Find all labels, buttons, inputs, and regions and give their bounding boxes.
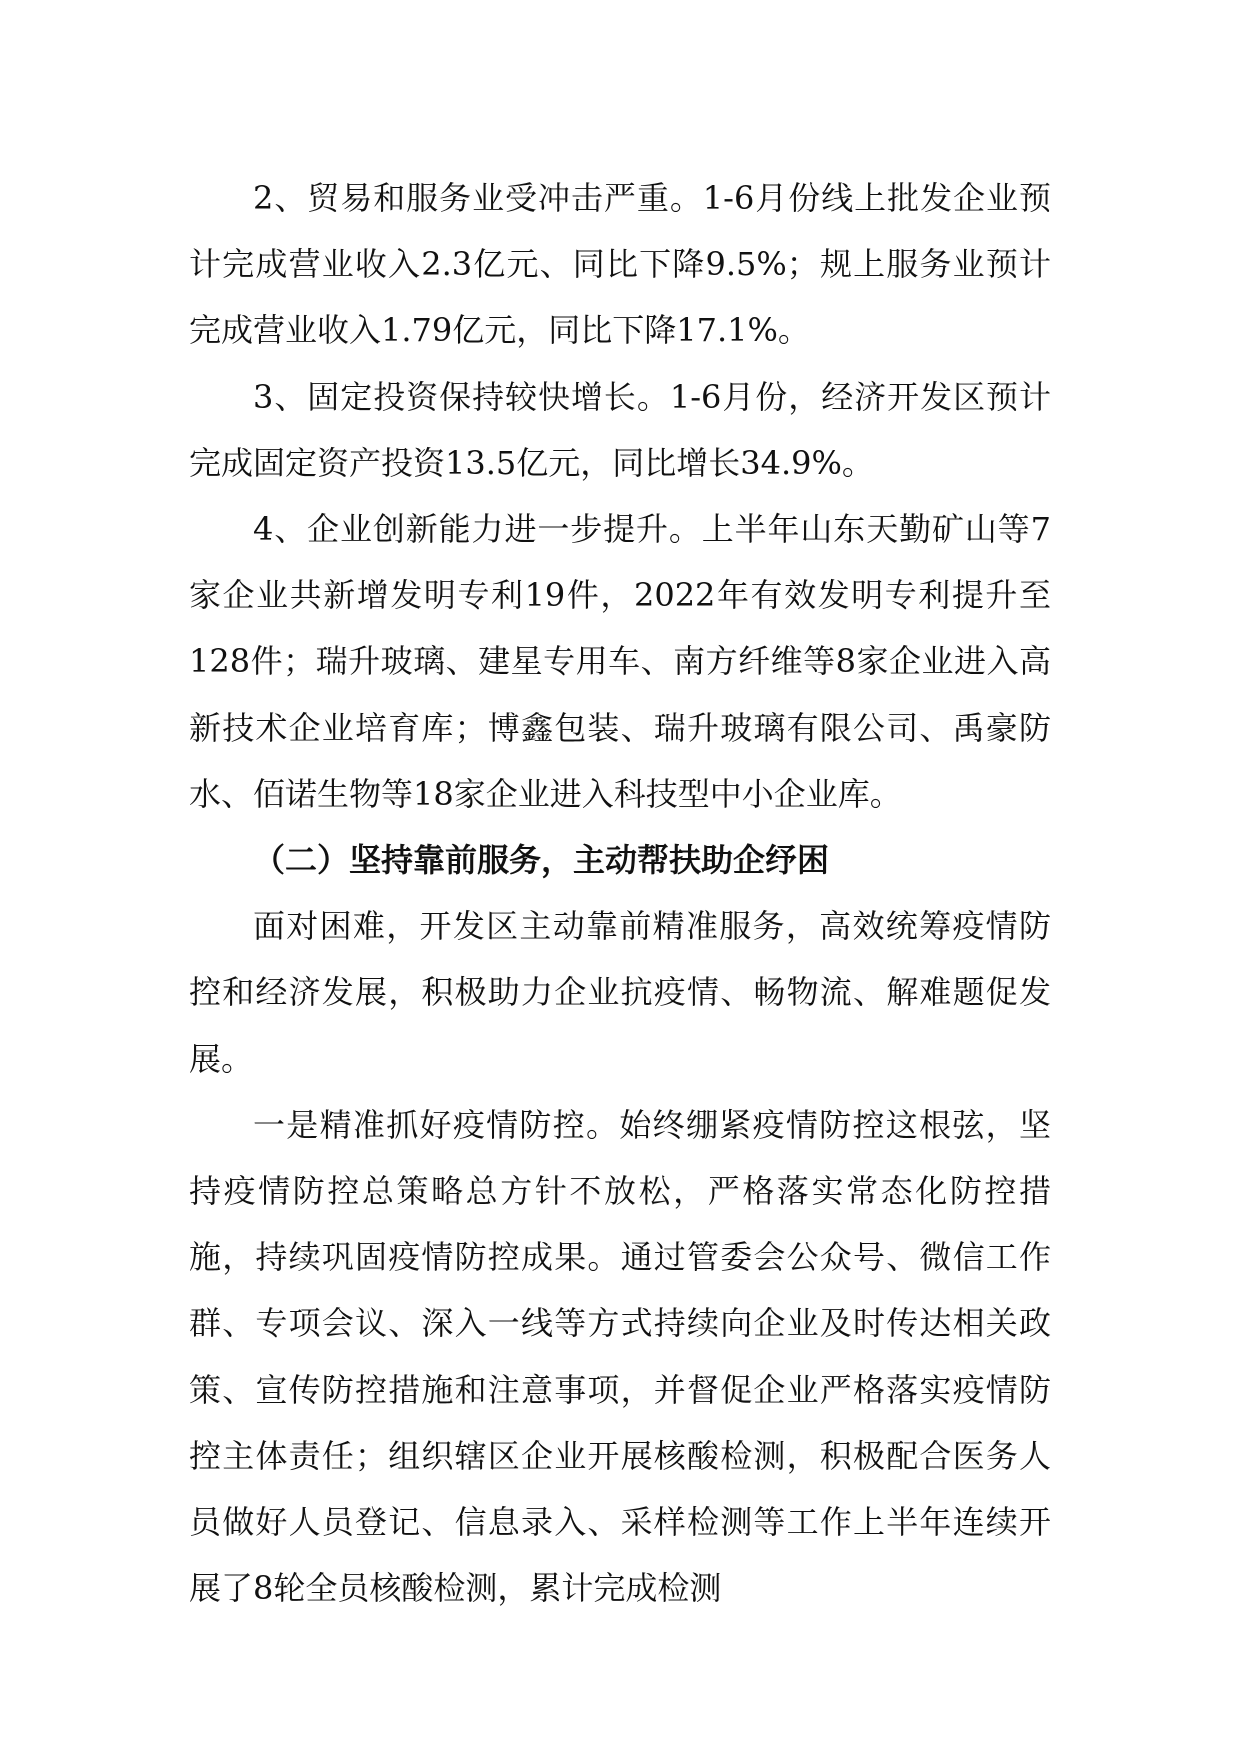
- document-body: [189, 165, 1051, 1621]
- paragraph-services-intro: 面对困难，开发区主动靠前精准服务，高效统筹疫情防控和经济发展，积极助力企业抗疫情、畅物流、解难题促发展。: [189, 907, 1051, 1078]
- paragraph-epidemic-control: 一是精准抓好疫情防控。始终绷紧疫情防控这根弦，坚持疫情防控总策略总方针不放松，严格落实常态化防控措施，持续巩固疫情防控成果。通过管委会公众号、微信工作群、专项会议、深入一线等方式持续向企业及时传达相关政策、宣传防控措施和注意事项，并督促企业严格落实疫情防控主体责任；组织辖区企业开展核酸检测，积极配合医务人员做好人员登记、信息录入、采样检测等工作上半年连续开展了8轮全员核酸检测，累计完成检测: [189, 1105, 1051, 1608]
- section-heading: （二）坚持靠前服务，主动帮扶助企纾困: [253, 841, 830, 880]
- paragraph-trade-services: 2、贸易和服务业受冲击严重。1-6月份线上批发企业预计完成营业收入2.3亿元、同比下降9.5%；规上服务业预计完成营业收入1.79亿元，同比下降17.1%。: [189, 179, 1051, 350]
- paragraph-fixed-investment: 3、固定投资保持较快增长。1-6月份，经济开发区预计完成固定资产投资13.5亿元，同比增长34.9%。: [189, 377, 1051, 482]
- paragraph-innovation: 4、企业创新能力进一步提升。上半年山东天勤矿山等7家企业共新增发明专利19件，2022年有效发明专利提升至128件；瑞升玻璃、建星专用车、南方纤维等8家企业进入高新技术企业培育库；博鑫包装、瑞升玻璃有限公司、禹豪防水、佰诺生物等18家企业进入科技型中小企业库。: [189, 510, 1051, 813]
